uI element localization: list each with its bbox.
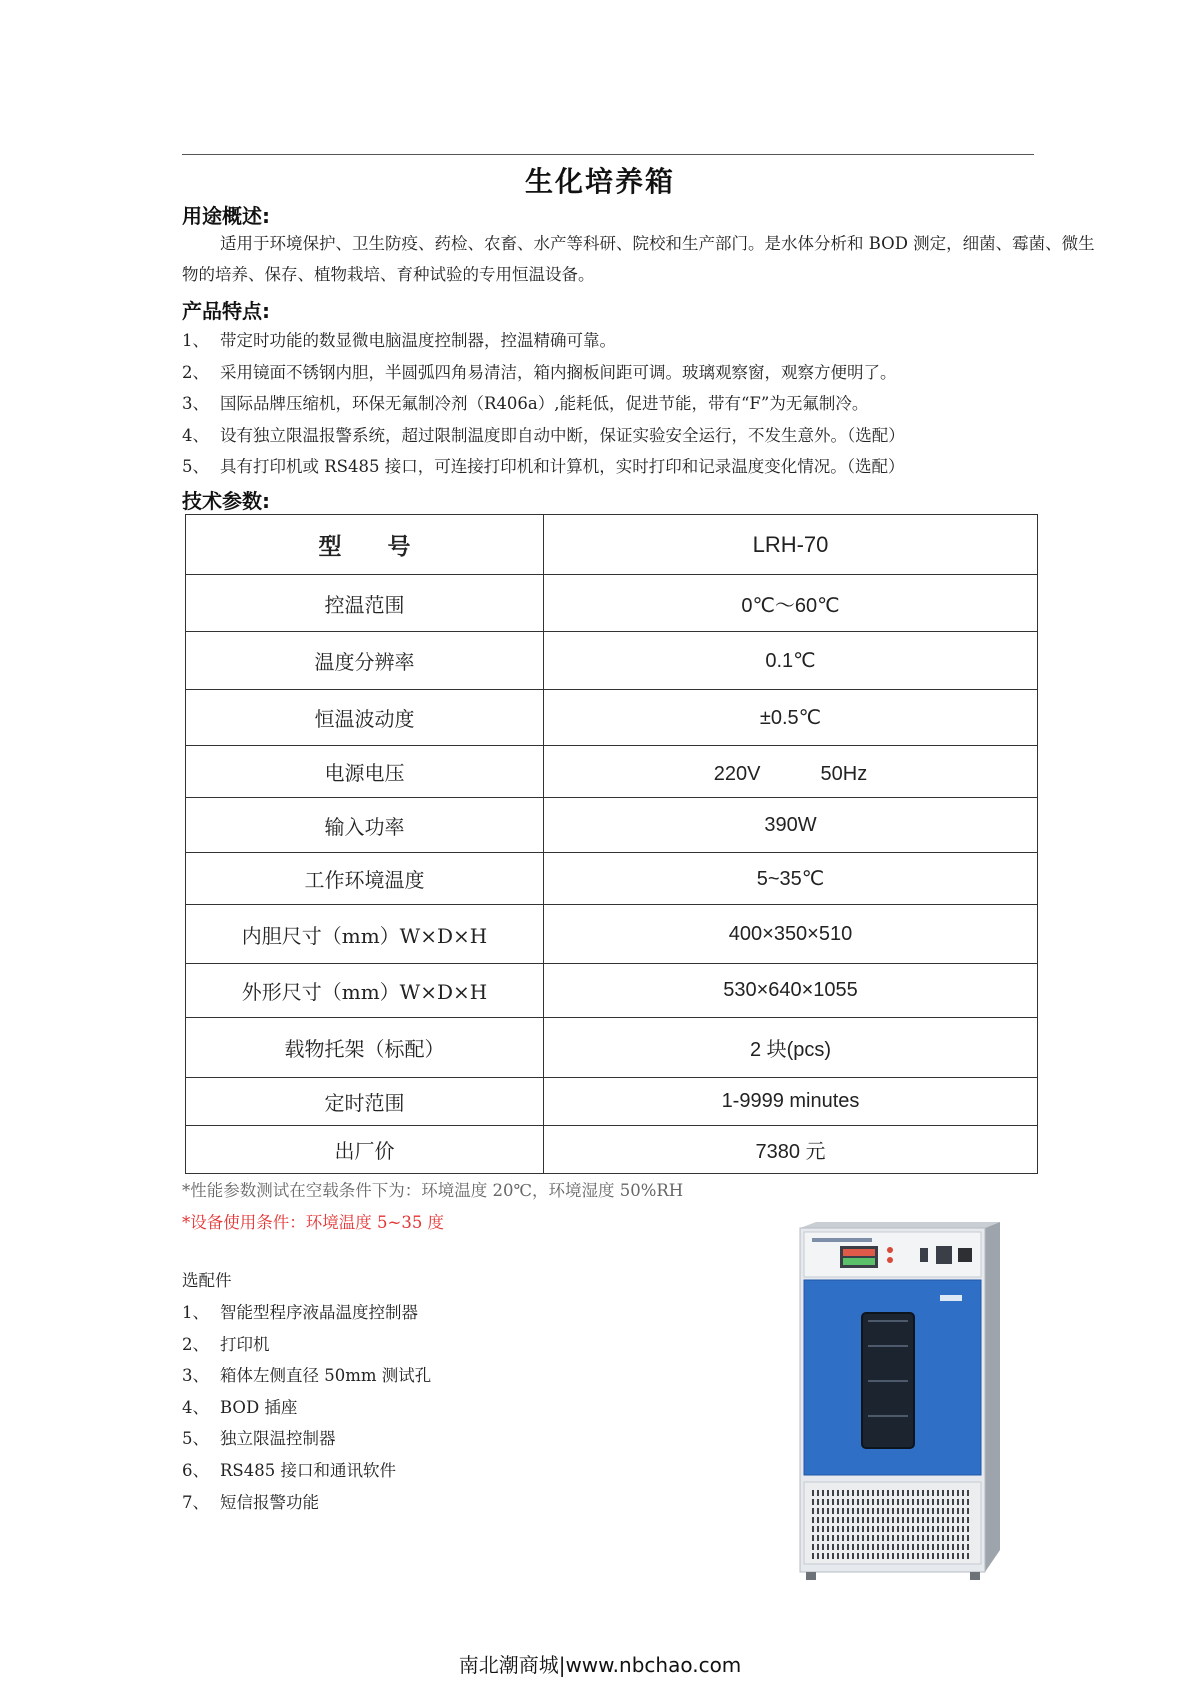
option-text: 智能型程序液晶温度控制器	[220, 1303, 418, 1322]
spec-label: 恒温波动度	[186, 690, 544, 746]
spec-value: 400×350×510	[544, 905, 1038, 964]
spec-row	[186, 746, 1038, 798]
spec-value: 0℃～60℃	[544, 575, 1038, 632]
option-text: 打印机	[220, 1334, 270, 1354]
option-item	[182, 1392, 431, 1424]
spec-row	[186, 1078, 1038, 1126]
spec-label: 控温范围	[186, 575, 544, 632]
feature-number: 1、	[182, 331, 209, 350]
spec-label: 温度分辨率	[186, 632, 544, 690]
incubator-product-image	[790, 1220, 1010, 1590]
option-number: 4、	[182, 1397, 209, 1417]
spec-label: 工作环境温度	[186, 853, 544, 905]
feature-number: 2、	[182, 362, 209, 382]
option-item	[182, 1329, 431, 1361]
spec-label: 外形尺寸（mm）W×D×H	[186, 964, 544, 1018]
feature-text: 带定时功能的数显微电脑温度控制器，控温精确可靠。	[220, 331, 616, 350]
usage-conditions-note: *设备使用条件：环境温度 5~35 度	[182, 1213, 445, 1232]
feature-text: 国际品牌压缩机，环保无氟制冷剂（R406a）,能耗低，促进节能，带有“F”为无氟制冷。	[220, 394, 869, 414]
spec-label: 内胆尺寸（mm）W×D×H	[186, 905, 544, 964]
feature-text: 具有打印机或 RS485 接口，可连接打印机和计算机，实时打印和记录温度变化情况。（选配）	[220, 457, 905, 477]
option-item	[182, 1455, 431, 1487]
feature-item	[182, 388, 905, 420]
spec-value: 7380 元	[544, 1126, 1038, 1174]
option-text: 短信报警功能	[220, 1492, 319, 1512]
spec-table	[185, 514, 1038, 1174]
spec-row	[186, 1126, 1038, 1174]
option-item	[182, 1487, 431, 1519]
option-number: 3、	[182, 1366, 209, 1386]
option-number: 1、	[182, 1303, 209, 1322]
spec-row	[186, 575, 1038, 632]
spec-value: 1-9999 minutes	[544, 1078, 1038, 1126]
spec-row	[186, 853, 1038, 905]
features-heading: 产品特点:	[182, 299, 270, 323]
spec-label: 输入功率	[186, 798, 544, 853]
option-number: 7、	[182, 1492, 209, 1512]
spec-value: 2 块(pcs)	[544, 1018, 1038, 1078]
option-text: BOD 插座	[220, 1397, 298, 1417]
spec-label: 出厂价	[186, 1126, 544, 1174]
option-number: 2、	[182, 1334, 209, 1354]
spec-row	[186, 690, 1038, 746]
option-item	[182, 1423, 431, 1455]
spec-row	[186, 632, 1038, 690]
option-text: RS485 接口和通讯软件	[220, 1460, 396, 1480]
feature-number: 4、	[182, 425, 209, 445]
spec-row	[186, 1018, 1038, 1078]
spec-row	[186, 905, 1038, 964]
option-number: 5、	[182, 1429, 209, 1449]
option-text: 独立限温控制器	[220, 1429, 336, 1449]
spec-value: 390W	[544, 798, 1038, 853]
options-list	[182, 1297, 431, 1518]
spec-value: 530×640×1055	[544, 964, 1038, 1018]
spec-value: ±0.5℃	[544, 690, 1038, 746]
spec-value: LRH-70	[544, 515, 1038, 575]
option-item	[182, 1360, 431, 1392]
page-title: 生化培养箱	[524, 165, 675, 198]
spec-label: 电源电压	[186, 746, 544, 798]
option-item	[182, 1297, 431, 1329]
test-conditions-note: *性能参数测试在空载条件下为：环境温度 20℃，环境湿度 50%RH	[182, 1181, 684, 1200]
spec-value: 0.1℃	[544, 632, 1038, 690]
spec-label: 型 号	[186, 515, 544, 575]
feature-number: 5、	[182, 457, 209, 477]
spec-label: 载物托架（标配）	[186, 1018, 544, 1078]
spec-value: 5~35℃	[544, 853, 1038, 905]
feature-text: 采用镜面不锈钢内胆，半圆弧四角易清洁，箱内搁板间距可调。玻璃观察窗，观察方便明了。	[220, 362, 897, 382]
feature-text: 设有独立限温报警系统，超过限制温度即自动中断，保证实验安全运行，不发生意外。（选配）	[220, 425, 905, 445]
spec-row	[186, 964, 1038, 1018]
footer-site-link[interactable]: 南北潮商城|www.nbchao.com	[458, 1653, 742, 1677]
feature-item	[182, 325, 905, 357]
spec-value: 220V 50Hz	[544, 746, 1038, 798]
option-text: 箱体左侧直径 50mm 测试孔	[220, 1366, 432, 1386]
feature-item	[182, 357, 905, 389]
feature-item	[182, 451, 905, 483]
option-number: 6、	[182, 1460, 209, 1480]
usage-paragraph: 适用于环境保护、卫生防疫、药检、农畜、水产等科研、院校和生产部门。是水体分析和 BOD 测定，细菌、霉菌、微生物的培养、保存、植物栽培、育种试验的专用恒温设备。	[182, 234, 1095, 284]
specs-heading: 技术参数:	[182, 489, 270, 513]
feature-number: 3、	[182, 394, 209, 414]
top-rule	[182, 154, 1034, 155]
feature-item	[182, 420, 905, 452]
spec-label: 定时范围	[186, 1078, 544, 1126]
usage-heading: 用途概述:	[182, 204, 270, 228]
options-heading: 选配件	[182, 1271, 232, 1290]
features-list	[182, 325, 905, 483]
spec-row	[186, 515, 1038, 575]
spec-row	[186, 798, 1038, 853]
